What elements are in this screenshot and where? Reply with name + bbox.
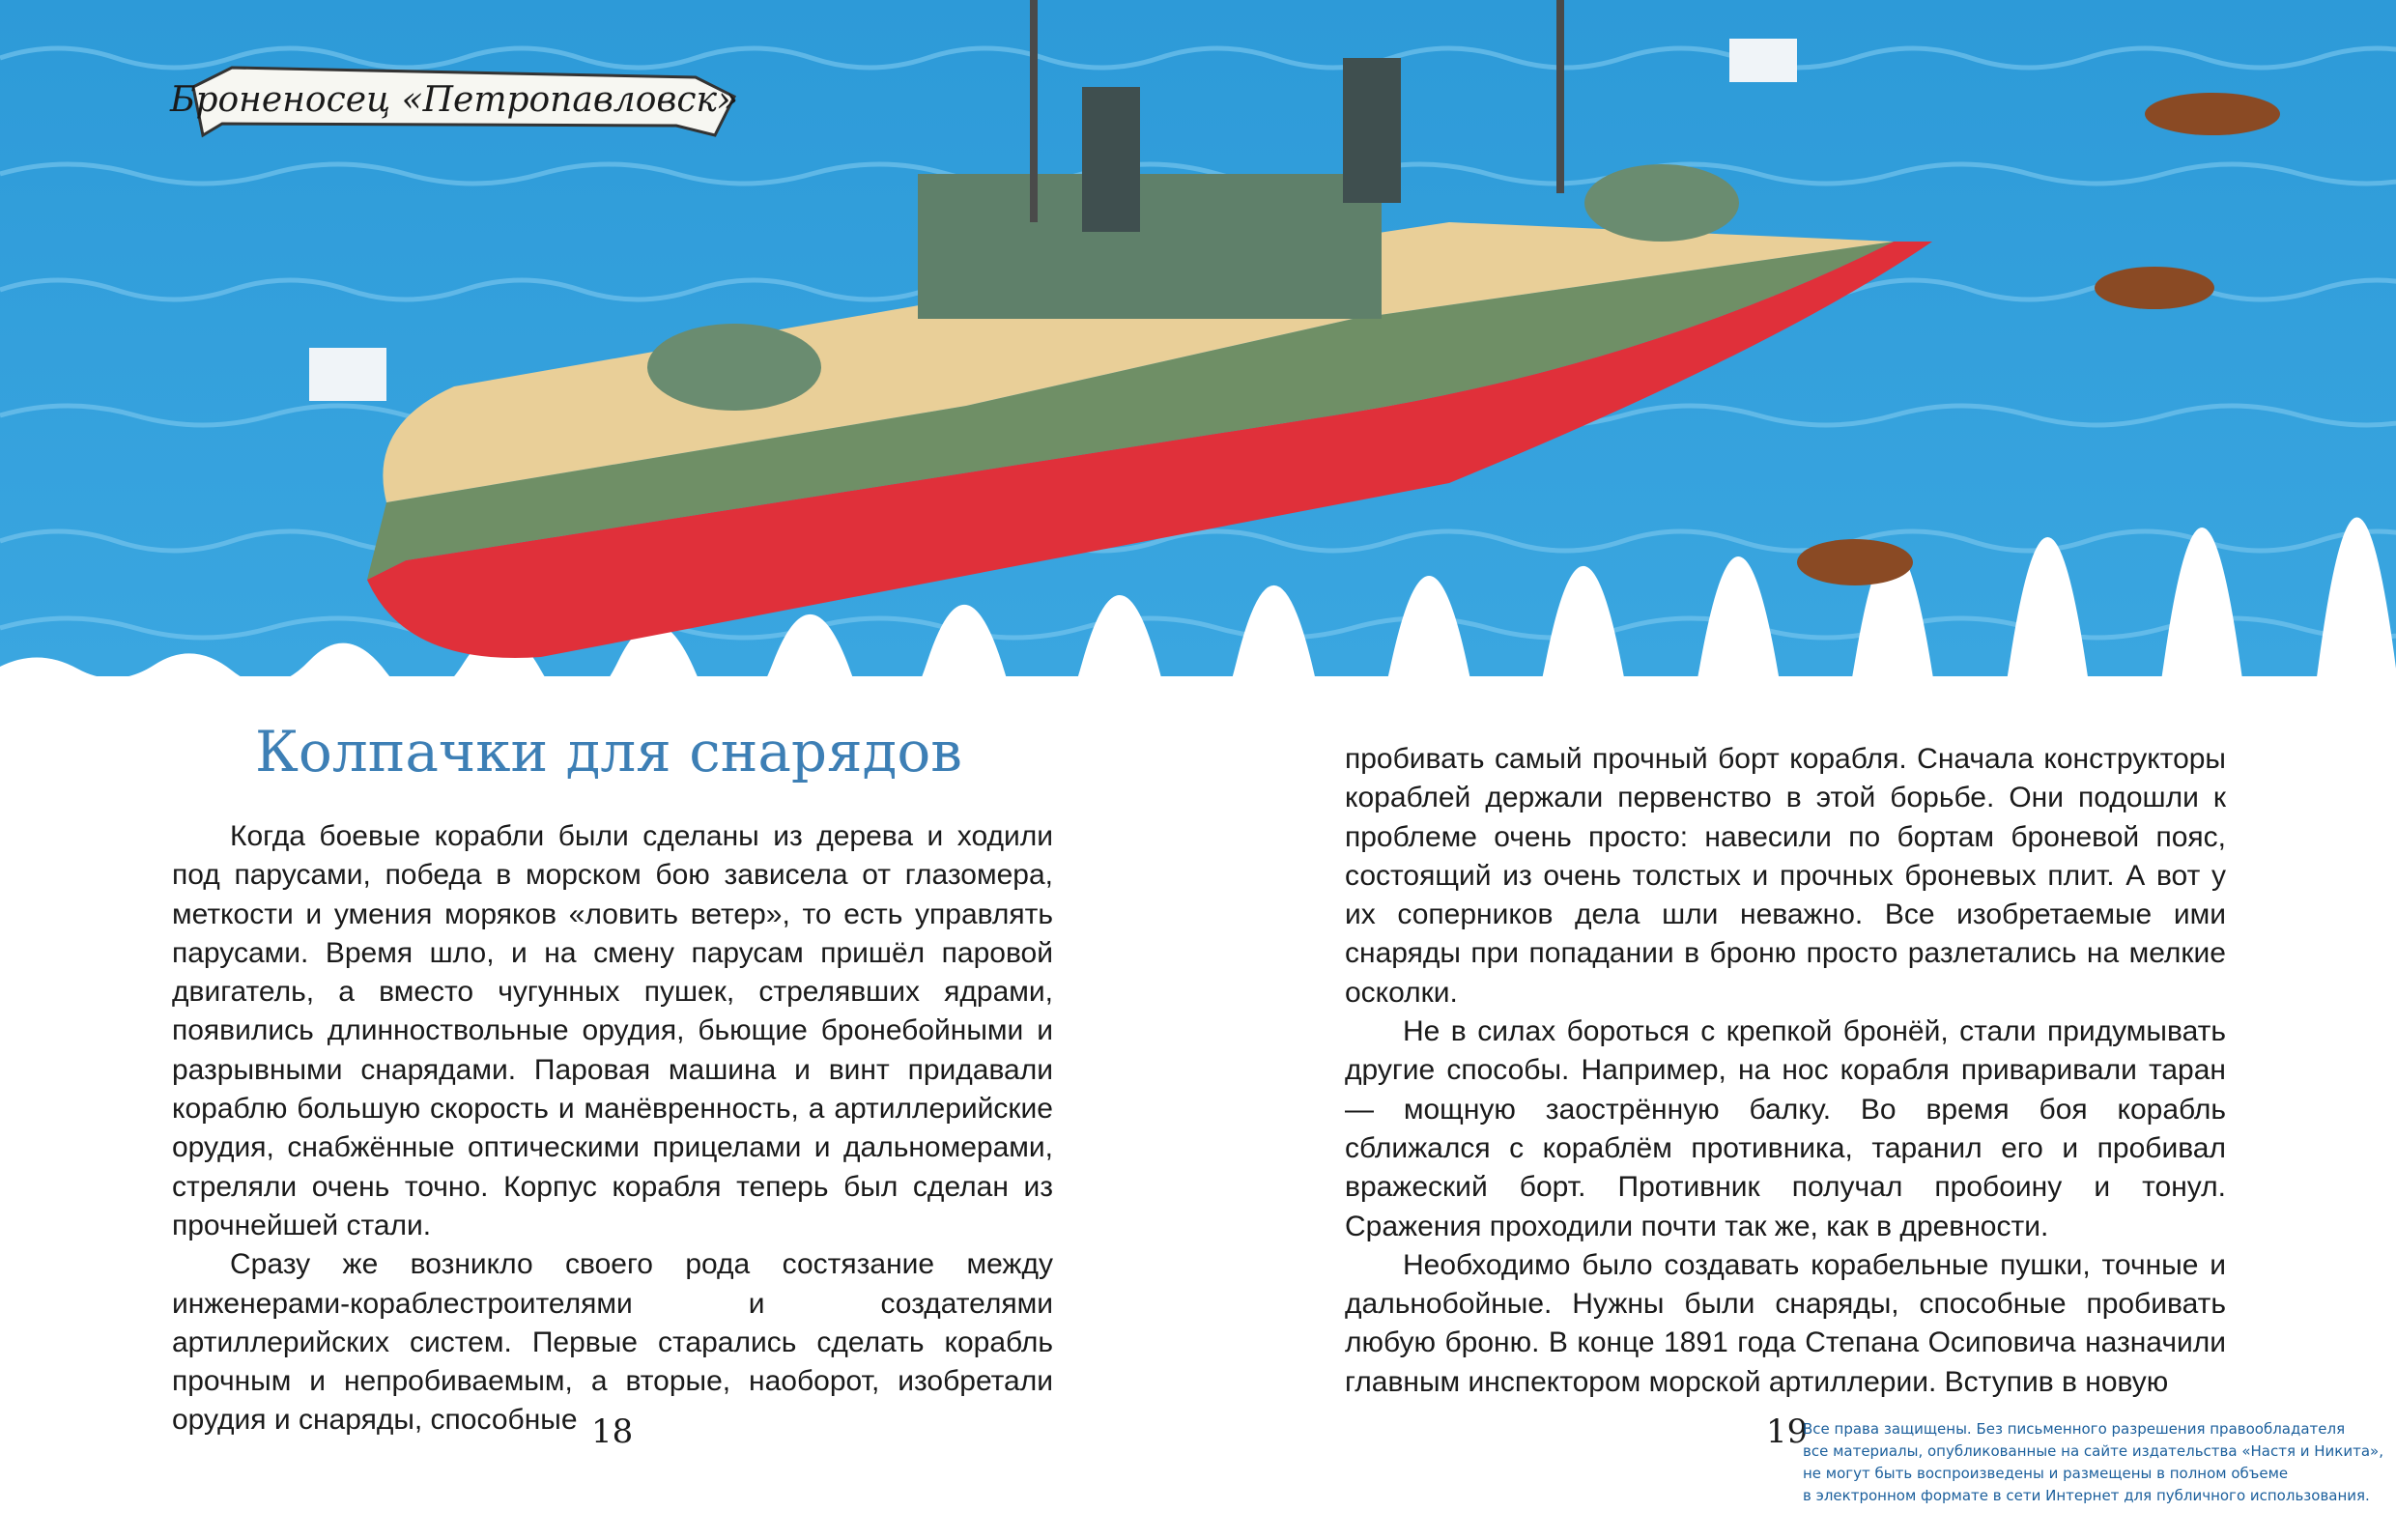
paragraph: Сразу же возникло своего рода состязание между инженерами-кораблестроителями и создателями артиллерийских систем. Первые старались сделать корабль прочным и непробиваемым, а вторые, наоборот, изобретали орудия и снаряды, способные	[172, 1248, 1053, 1437]
battleship-illustration	[0, 0, 2396, 715]
paragraph: Не в силах бороться с крепкой бронёй, стали придумывать другие способы. Например, на нос корабля приваривали таран — мощную заострённую балку. Во время боя корабль сближался с кораблём противника, таранил его и пробивал вражеский борт. Противник получал пробоину и тонул. Сражения проходили почти так же, как в древности.	[1345, 1015, 2226, 1242]
page-number-right: 19	[1766, 1412, 1809, 1451]
page-heading: Колпачки для снарядов	[255, 719, 962, 784]
turret-aft	[1584, 164, 1739, 242]
page-number-left: 18	[591, 1412, 634, 1451]
paragraph: Необходимо было создавать корабельные пушки, точные и дальнобойные. Нужны были снаряды, способные пробивать любую броню. В конце 1891 года Степана Осиповича назначили главным инспектором морской артиллерии. Вступив в новую	[1345, 1248, 2226, 1398]
funnel-2	[1343, 58, 1401, 203]
title-banner	[169, 68, 738, 135]
copyright-notice: Все права защищены. Без письменного разрешения правообладателя все материалы, опубликованные на сайте издательства «Настя и Никита», не могут быть воспроизведены и размещены в полном объеме в электронном формате в сети Интернет для публичного использования.	[1803, 1420, 2383, 1504]
banner-text: Броненосец «Петропавловск»	[169, 80, 739, 120]
right-column	[1345, 740, 2226, 1402]
funnel-1	[1082, 87, 1140, 232]
turret-fore	[647, 324, 821, 411]
superstructure	[918, 174, 1382, 319]
flag-mast	[1729, 39, 1797, 82]
left-column	[172, 817, 1053, 1440]
paragraph: Когда боевые корабли были сделаны из дерева и ходили под парусами, победа в морском бою зависела от глазомера, меткости и умения моряков «ловить ветер», то есть управлять парусами. Время шло, и на смену парусам пришёл паровой двигатель, а вместо чугунных пушек, стрелявших ядрами, появились длинноствольные орудия, бьющие бронебойными и разрывными снарядами. Паровая машина и винт придавали кораблю большую скорость и манёвренность, а артиллерийские орудия, снабжённые оптическими прицелами и дальномерами, стреляли очень точно. Корпус корабля теперь был сделан из прочнейшей стали.	[172, 820, 1053, 1241]
paragraph: пробивать самый прочный борт корабля. Сначала конструкторы кораблей держали первенство в этой борьбе. Они подошли к проблеме очень просто: навесили по бортам броневой пояс, состоящий из очень толстых и прочных броневых плит. А вот у их соперников дела шли неважно. Все изобретаемые ими снаряды при попадании в броню просто разлетались на мелкие осколки.	[1345, 743, 2226, 1009]
flag-stern	[309, 348, 386, 401]
